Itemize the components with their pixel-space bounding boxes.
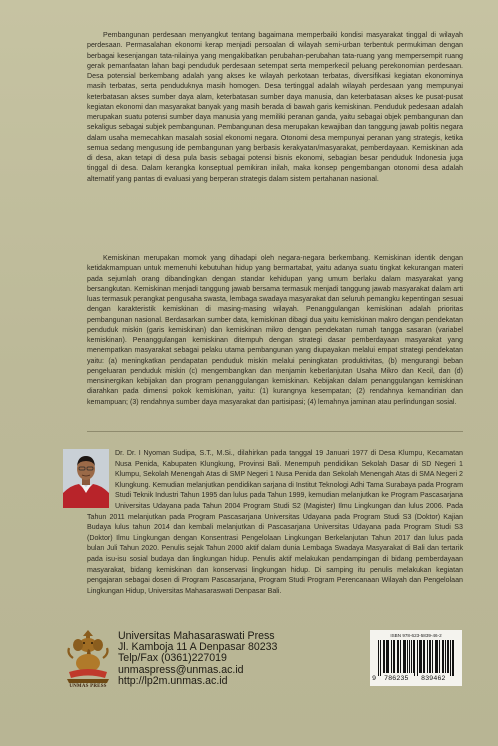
barcode-bar xyxy=(414,640,415,676)
author-bio-text: Dr. Dr. I Nyoman Sudipa, S.T., M.Si., dilahirkan pada tanggal 19 Januari 1977 di Desa Klumpu, Kecamatan Nusa Penida, Kabupaten Klungkung, Provinsi Bali. Menempuh pendidikan Sekolah Dasar di SD Negeri 1 Klumpu, Sekolah Menengah Atas di SMP Negeri 1 Nusa Penida dan Sekolah Menengah Atas di SMA Negeri 2 Klungkung. Kemudian melanjutkan pendidikan sarjana di Institut Teknologi Adhi Tama Surabaya pada Program Studi Teknik Industri Tahun 1995 dan lulus pada Tahun 1999, kemudian melanjutkan ke Program Pascasarjana Universitas Udayana pada Tahun 2004 Program Studi S2 (Magister) Ilmu Lingkungan dan lulus 2006. Pada Tahun 2011 melanjutkan pada Program Pascasarjana Universitas Udayana pada Program Studi S3 (Doktor) Kajian Budaya lulus tahun 2014 dan kembali melanjutkan di Pascasarjana Universitas Udayana pada Program Studi S3 (Doktor) Ilmu Lingkungan dengan Konsentrasi Pengelolaan Lingkungan Berkelanjutan Tahun 2017 dan lulus pada bulan Juli Tahun 2020. Penulis sejak Tahun 2000 aktif dalam dunia Lembaga Swadaya Masyarakat di Bali dan tertarik pada isu-isu sosial budaya dan lingkungan hidup. Penulis aktif melakukan pendampingan di bidang pemberdayaan masyarakat, bidang kemiskinan dan konservasi lingkungan hidup. Di samping itu penulis melakukan kegiatan pengajaran sebagai dosen di Program Pascasarjana, Program Studi Program Perencanaan Wilayah dan Pengelolaan Lingkungan Hidup, Universitas Mahasaraswati Denpasar Bali. xyxy=(87,449,463,595)
logo-caption: UNMAS PRESS xyxy=(69,684,107,689)
synopsis-paragraph-1: Pembangunan perdesaan menyangkut tentang bagaimana memperbaiki kondisi masyarakat tinggal di wilayah perdesaan. Permasalahan ekonomi kerap menjadi persoalan di wilayah semi-urban terbentuk permukiman dengan berbagai kesenjangan tata-nilainya yang mengakibatkan perubahan-perubahan tata-ruang yang mempersempit ruang gerak pemanfaatan lahan bagi penduduk perdesaan setempat serta memperkecil peluang perekonomian perdesaan. Desa potensial berkembang adalah yang akses ke wilayah perkotaan terbatas, diversifikasi kegiatan ekonominya masih terbatas, serta penduduknya masih homogen. Desa tertinggal adalah wilayah perdesaan yang mempunyai keterbatasan akses sumber daya alam, keterbatasan sumber daya manusia, dan keterbatasan akses ke pusat-pusat kegiatan ekonomi dan masyarakat banyak yang masih berada di bawah garis kemiskinan. Penduduk pedesaan adalah merupakan suatu potensi sumber daya manusia yang memiliki peranan ganda, yaitu sebagai objek pembangunan dan sekaligus sebagai subjek pembangunan. Pembangunan desa merupakan kewajiban dan tanggung jawab politis negara dalam usaha memecahkan masalah sosial ekonomi negara. Otonomi desa mempunyai peranan yang strategis, ketika semua sedang mengusung ide pembangunan yang berbasis kerakyatan/masyarakat, pemberdayaan. Kemiskinan ada di desa, akan tetapi di desa pula basis sebagai potensi bisnis ekonomi, sebagian besar penduduk Indonesia juga tinggal di desa. Dalam kerangka konseptual pemikiran inilah, maka konsep pengembangan otonomi desa adalah alternatif yang pantas di evaluasi yang berperan strategis dalam sistem pertahanan nasional. xyxy=(87,31,463,183)
barcode-bar xyxy=(407,640,408,673)
barcode-bar xyxy=(424,640,425,673)
barcode-bar xyxy=(432,640,433,673)
barcode-bar xyxy=(436,640,437,673)
barcode-bar xyxy=(430,640,431,673)
barcode-bar xyxy=(378,640,379,676)
barcode-bar xyxy=(404,640,405,673)
barcode-bar xyxy=(405,640,406,673)
barcode-bar xyxy=(397,640,398,673)
barcode-bar xyxy=(452,640,453,676)
synopsis-paragraph-2: Kemiskinan merupakan momok yang dihadapi oleh negara-negara berkembang. Kemiskinan identik dengan ketidakmampuan untuk memenuhi kebutuhan hidup yang bermartabat, yaitu adanya suatu tingkat kekurangan materi pada sejumlah orang dibandingkan dengan standar kehidupan yang umum berlaku dalam masyarakat yang bersangkutan. Kemiskinan menjadi tanggung jawab bersama termasuk menjadi tanggung jawab masyarakat dalam arti luas termasuk perangkat pengusaha swasta, lembaga swadaya masyarakat dan seluruh pemangku kepentingan sesuai dengan karakteristik kemiskinan di masing-masing wilayah. Penanggulangan kemiskinan adalah prioritas pembangunan nasional. Berdasarkan sumber data, kemiskinan dibagi dua yaitu kemiskinan makro dengan pendekatan penduduk miskin (garis kemiskinan) dan kemiskinan mikro dengan pendekatan rumah tangga sasaran (variabel kemiskinan). Penanggulangan kemiskinan ditempuh dengan strategi dasar pemberdayaan masyarakat yang menempatkan masyarakat sebagai pelaku utama pembangunan yang diupayakan melalui empat strategi pendekatan yaitu: (a) meningkatkan pendapatan penduduk miskin melalui peningkatan produktivitas, (b) mengurangi beban pengeluaran penduduk miskin (c) mengembangkan dan menjamin keberlanjutan Usaha Mikro dan Kecil, dan (d) mensinergikan kebijakan dan program penanggulangan kemiskinan. Kebijakan dalam penanggulangan kemiskinan diarahkan pada dimensi pokok kemiskinan, yaitu: (1) kurangnya kesempatan; (2) rendahnya kemandirian dan kemampuan; (3) rendahnya sumber daya masyarakat dan partisipasi; (4) lemahnya jaminan atau perlindungan sosial. xyxy=(87,254,463,406)
barcode-bar xyxy=(443,640,444,673)
barcode-bar xyxy=(398,640,399,673)
publisher-name: Universitas Mahasaraswati Press xyxy=(118,630,275,642)
barcode-bar xyxy=(419,640,420,673)
barcode-bar xyxy=(388,640,389,673)
publisher-phone: Telp/Fax (0361)227019 xyxy=(118,652,227,665)
barcode-bar xyxy=(409,640,410,673)
photo-spacer xyxy=(87,448,115,510)
barcode-bar xyxy=(386,640,387,673)
barcode-bar xyxy=(450,640,451,676)
publisher-info xyxy=(118,631,277,687)
publisher-email: unmaspress@unmas.ac.id xyxy=(118,663,244,676)
barcode-bar xyxy=(391,640,392,673)
section-divider xyxy=(87,431,463,432)
barcode-bar xyxy=(437,640,438,673)
barcode-bar xyxy=(411,640,412,673)
barcode-bar xyxy=(403,640,404,673)
barcode-digit-first: 9 xyxy=(372,675,377,683)
barcode-bar xyxy=(429,640,430,673)
barcode-digits-right: 839462 xyxy=(421,675,446,683)
barcode-bar xyxy=(384,640,385,673)
barcode-bar xyxy=(421,640,422,673)
barcode-bar xyxy=(420,640,421,673)
barcode-bar xyxy=(394,640,395,673)
isbn-barcode xyxy=(370,630,462,686)
barcode-bar xyxy=(413,640,414,673)
barcode-digits-left: 786235 xyxy=(384,675,409,683)
barcode-bar xyxy=(383,640,384,673)
barcode-bar xyxy=(423,640,424,673)
barcode-bar xyxy=(417,640,418,676)
barcode-bar xyxy=(448,640,449,673)
barcode-bar xyxy=(445,640,446,673)
barcode-bar xyxy=(435,640,436,673)
publisher-address: Jl. Kamboja 11 A Denpasar 80233 xyxy=(118,641,278,654)
barcode-bar xyxy=(439,640,440,673)
isbn-label: ISBN 978-623-5839-46-2 xyxy=(390,633,442,638)
barcode-bar xyxy=(447,640,448,673)
barcode-bar xyxy=(442,640,443,673)
ganesha-logo-icon xyxy=(63,628,113,684)
barcode-bar xyxy=(427,640,428,673)
publisher-website: http://lp2m.unmas.ac.id xyxy=(118,674,228,687)
barcode-bar xyxy=(400,640,401,673)
unmas-press-logo xyxy=(63,628,113,692)
barcode-bar xyxy=(380,640,381,676)
barcode-bars xyxy=(378,640,454,676)
author-biography xyxy=(87,448,463,596)
barcode-bar xyxy=(453,640,454,676)
barcode-bar xyxy=(387,640,388,673)
barcode-bar xyxy=(393,640,394,673)
